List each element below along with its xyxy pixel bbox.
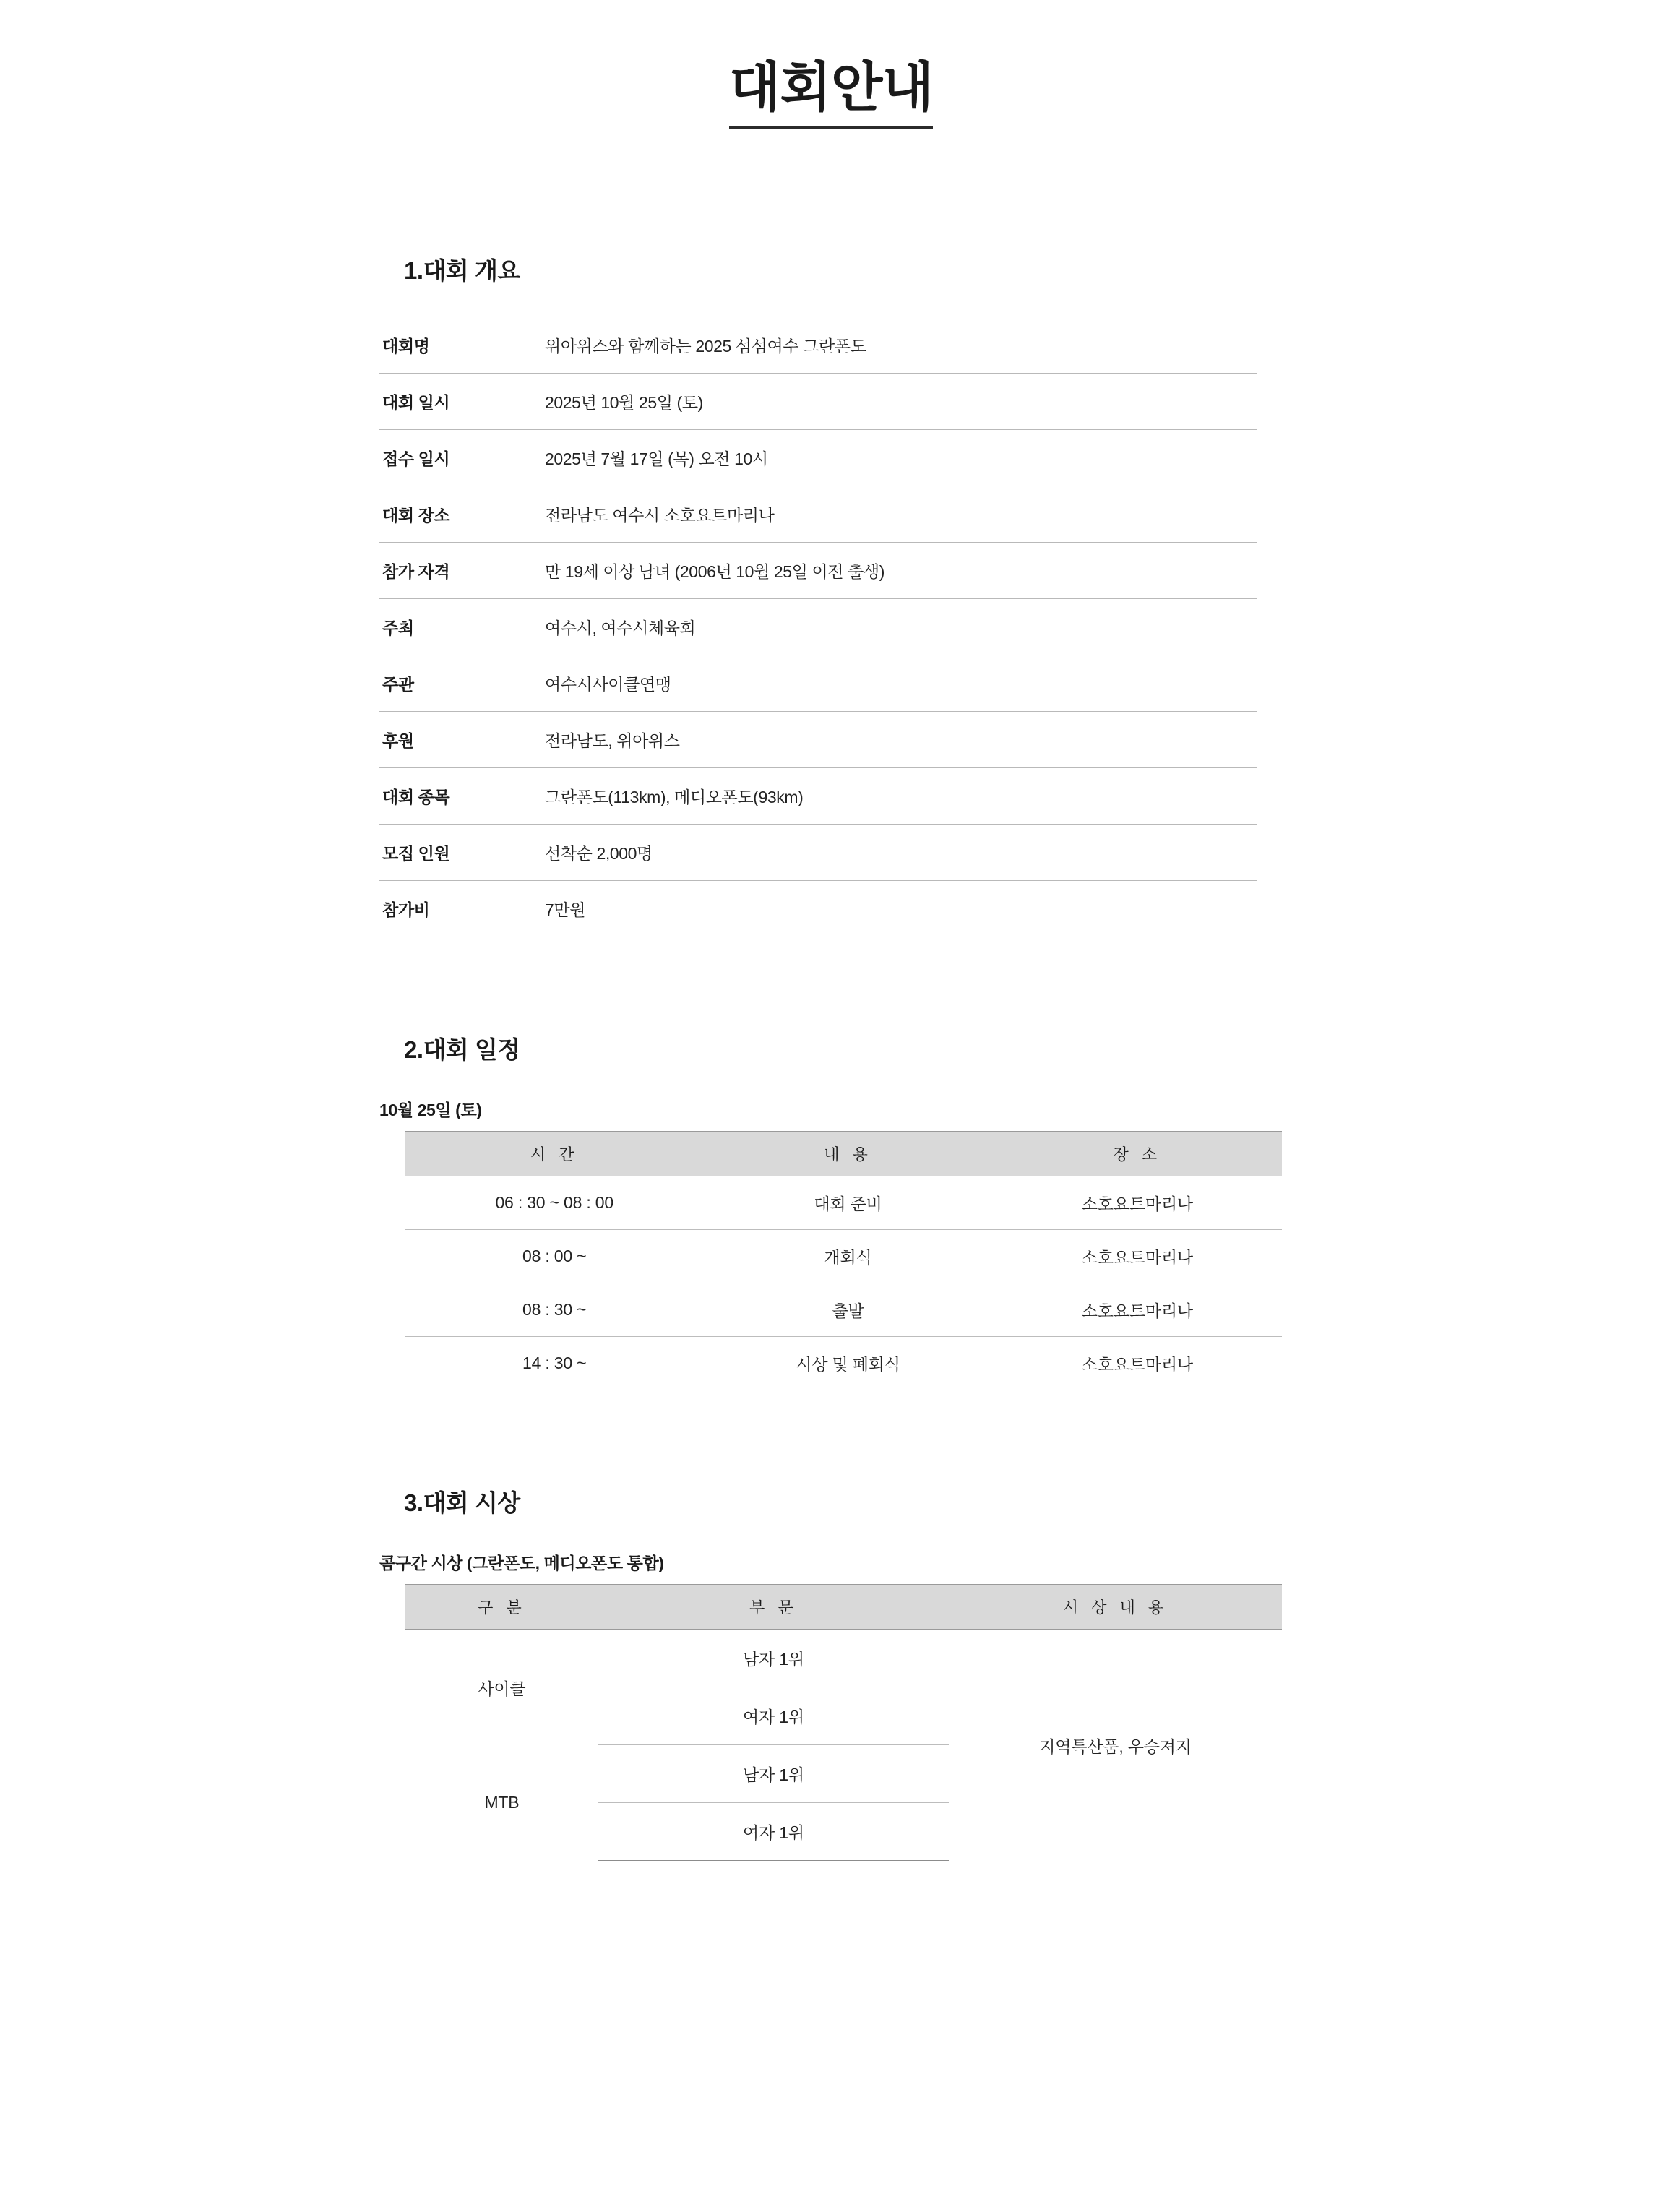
table-row [379, 317, 1257, 374]
table-row [405, 1176, 1282, 1230]
award-part: 남자 1위 [598, 1745, 949, 1803]
overview-value: 전라남도, 위아위스 [545, 731, 680, 751]
column-header-time: 시 간 [405, 1132, 703, 1176]
schedule-time: 06 : 30 ~ 08 : 00 [405, 1176, 703, 1230]
column-header-prize: 시 상 내 용 [949, 1585, 1282, 1630]
overview-label: 대회 종목 [382, 788, 450, 807]
schedule-content: 시상 및 폐회식 [703, 1337, 992, 1390]
section-awards [379, 1484, 1283, 1861]
section-heading-schedule: 2.대회 일정 [404, 1036, 520, 1064]
awards-table [405, 1584, 1282, 1861]
section-schedule [379, 1031, 1283, 1390]
table-row [405, 1283, 1282, 1337]
overview-value: 전라남도 여수시 소호요트마리나 [545, 506, 775, 525]
awards-caption: 콤구간 시상 (그란폰도, 메디오폰도 통합) [379, 1554, 664, 1573]
schedule-time: 08 : 30 ~ [405, 1283, 703, 1337]
schedule-caption: 10월 25일 (토) [379, 1101, 482, 1120]
award-part: 남자 1위 [598, 1630, 949, 1687]
table-row [405, 1630, 1282, 1687]
section-heading-overview: 1.대회 개요 [404, 257, 520, 285]
overview-label: 모집 인원 [382, 844, 450, 864]
overview-value: 여수시사이클연맹 [545, 675, 671, 694]
page-title: 대회안내 [729, 58, 933, 129]
schedule-place: 소호요트마리나 [993, 1230, 1282, 1283]
table-header-row [405, 1132, 1282, 1176]
overview-value: 위아위스와 함께하는 2025 섬섬여수 그란폰도 [545, 337, 866, 356]
column-header-place: 장 소 [993, 1132, 1282, 1176]
schedule-place: 소호요트마리나 [993, 1283, 1282, 1337]
overview-label: 접수 일시 [382, 449, 450, 469]
table-row [379, 655, 1257, 712]
schedule-content: 개회식 [703, 1230, 992, 1283]
award-prize: 지역특산품, 우승져지 [1039, 1737, 1192, 1756]
award-part: 여자 1위 [598, 1803, 949, 1861]
schedule-content: 출발 [703, 1283, 992, 1337]
award-part: 여자 1위 [598, 1687, 949, 1745]
document-title-container [0, 0, 1662, 129]
award-division: 사이클 [478, 1679, 526, 1698]
overview-label: 대회 일시 [382, 393, 450, 413]
overview-value: 여수시, 여수시체육회 [545, 619, 696, 638]
overview-value: 7만원 [545, 900, 586, 920]
table-row [379, 543, 1257, 599]
overview-label: 주최 [382, 619, 414, 638]
table-row [379, 374, 1257, 430]
section-heading-awards: 3.대회 시상 [404, 1489, 520, 1517]
overview-label: 대회 장소 [382, 506, 450, 525]
schedule-time: 08 : 00 ~ [405, 1230, 703, 1283]
table-row [379, 712, 1257, 768]
award-division: MTB [484, 1793, 520, 1812]
table-row [379, 768, 1257, 825]
overview-value: 선착순 2,000명 [545, 844, 653, 864]
column-header-part: 부 문 [598, 1585, 949, 1630]
schedule-place: 소호요트마리나 [993, 1337, 1282, 1390]
table-row [379, 486, 1257, 543]
table-row [379, 599, 1257, 655]
table-row [379, 825, 1257, 881]
overview-value: 2025년 7월 17일 (목) 오전 10시 [545, 449, 768, 469]
overview-value: 만 19세 이상 남녀 (2006년 10월 25일 이전 출생) [545, 562, 884, 582]
column-header-division: 구 분 [405, 1585, 598, 1630]
table-row [379, 881, 1257, 937]
table-row [379, 430, 1257, 486]
schedule-content: 대회 준비 [703, 1176, 992, 1230]
overview-label: 대회명 [382, 337, 430, 356]
overview-label: 주관 [382, 675, 414, 694]
overview-label: 참가 자격 [382, 562, 450, 582]
overview-label: 후원 [382, 731, 414, 751]
table-row [405, 1230, 1282, 1283]
overview-label: 참가비 [382, 900, 430, 920]
table-row [405, 1337, 1282, 1390]
schedule-place: 소호요트마리나 [993, 1176, 1282, 1230]
table-header-row [405, 1585, 1282, 1630]
schedule-table [405, 1131, 1282, 1390]
section-overview [379, 252, 1283, 937]
overview-table [379, 317, 1257, 937]
overview-value: 2025년 10월 25일 (토) [545, 393, 703, 413]
column-header-content: 내 용 [703, 1132, 992, 1176]
overview-value: 그란폰도(113km), 메디오폰도(93km) [545, 788, 804, 807]
schedule-time: 14 : 30 ~ [405, 1337, 703, 1390]
